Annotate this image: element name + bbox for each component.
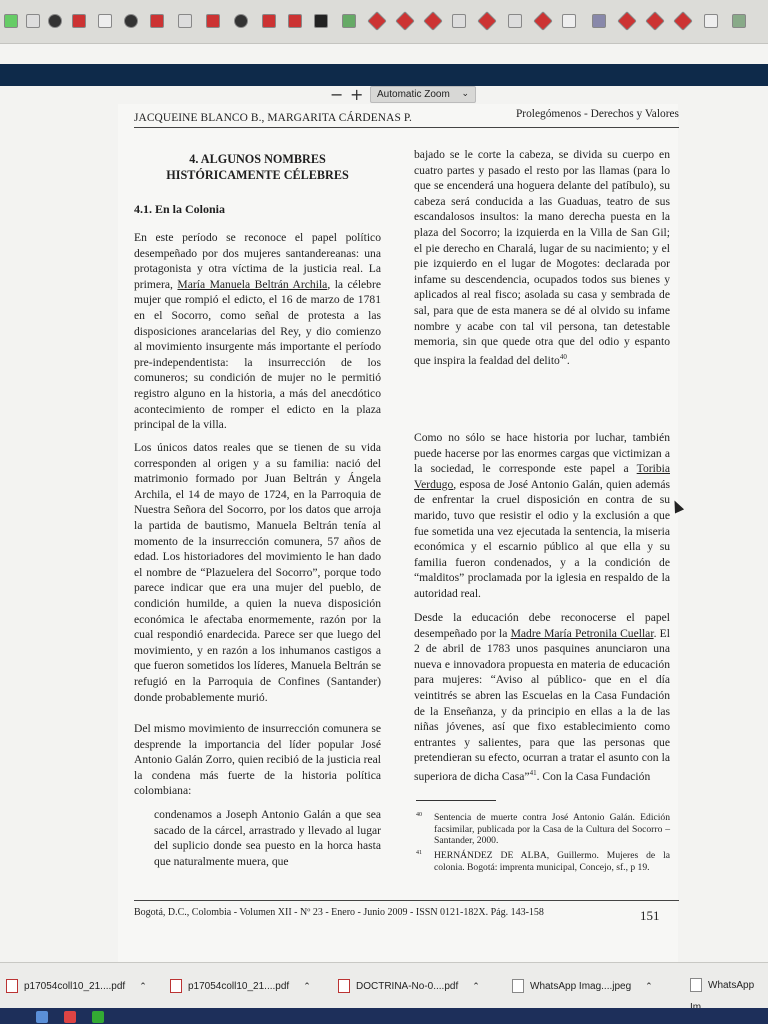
bookmark-icon[interactable] — [477, 11, 497, 31]
download-item[interactable] — [170, 975, 311, 997]
subsection-title: 4.1. En la Colonia — [134, 202, 226, 216]
paragraph-text: , la célebre mujer que rompió el edicto, el 16 de marzo de 1781 en el Socorro, como señal de protesta a las disposiciones arancelarias del Rey, y dio comienzo al movimiento insurgente más importante el período pre-independentista: la insurrección de los comuneros; su condición de mujer no le permitió registro alguno en la historia, a más del anecdótico acontecimiento de romper el edicto en la plaza principal de la villa. — [134, 277, 381, 432]
bookmark-icon[interactable] — [617, 11, 637, 31]
taskbar-app-icon[interactable] — [64, 1011, 76, 1023]
footnote-text: Sentencia de muerte contra José Antonio Galán. Edición facsimilar, publicada por la Casa de la Cultura del Socorro – Santander, 2000. — [434, 812, 670, 847]
download-filename: p17054coll10_21....pdf — [188, 981, 290, 992]
pdf-toolbar — [0, 86, 768, 104]
footnote-40 — [416, 812, 670, 847]
page-number: 151 — [640, 908, 660, 923]
pdf-file-icon — [170, 979, 182, 993]
downloads-bar — [0, 962, 768, 1008]
running-head-authors: JACQUEINE BLANCO B., MARGARITA CÁRDENAS P. — [134, 112, 412, 124]
bookmark-icon[interactable] — [4, 14, 18, 28]
underlined-name: Madre María Petronila Cuellar — [510, 626, 654, 640]
bookmark-icon[interactable] — [48, 14, 62, 28]
download-item[interactable] — [6, 975, 147, 997]
pdf-page — [118, 104, 678, 962]
bookmark-icon[interactable] — [178, 14, 192, 28]
download-item[interactable] — [338, 975, 480, 997]
section-title-line1: 4. ALGUNOS NOMBRES — [189, 152, 326, 166]
paragraph-petronila-cuellar — [414, 610, 670, 784]
block-quote: condenamos a Joseph Antonio Galán a que sea sacado de la cárcel, arrastrado y llevado al lugar del suplicio donde sea puesto en la horca hasta que naturalmente muera, que — [154, 808, 381, 868]
underlined-name: María Manuela Beltrán Archila — [177, 277, 328, 291]
footnote-rule — [416, 800, 496, 801]
section-title-line2: HISTÓRICAMENTE CÉLEBRES — [166, 167, 349, 182]
bookmark-icon[interactable] — [592, 14, 606, 28]
chevron-up-icon[interactable]: ⌃ — [645, 981, 653, 991]
bookmark-icon[interactable] — [395, 11, 415, 31]
bookmark-icon[interactable] — [150, 14, 164, 28]
paragraph-text: Como no sólo se hace historia por luchar, también puede hacerse por las enormes cargas que victimizan a la sociedad, le corresponde este papel a — [414, 431, 670, 476]
page-footer-text: Bogotá, D.C., Colombia - Volumen XII - Nº 23 - Enero - Junio 2009 - ISSN 0121-182X. Pág. 143-158 — [134, 907, 544, 918]
chevron-up-icon[interactable]: ⌃ — [303, 981, 311, 991]
bookmark-icon[interactable] — [206, 14, 220, 28]
download-filename: WhatsApp — [708, 980, 755, 991]
paragraph-toribia-verdugo — [414, 430, 670, 602]
taskbar — [0, 1008, 768, 1024]
taskbar-app-icon[interactable] — [92, 1011, 104, 1023]
paragraph-text: En este período se reconoce el papel político desempeñado por dos mujeres santandereanas: una protagonista y otra víctima de la justicia real. La primera, — [134, 231, 381, 291]
bookmark-icon[interactable] — [342, 14, 356, 28]
paragraph-galan: Del mismo movimiento de insurrección comunera se desprende la importancia del líder popular José Antonio Galán Zorro, quien recibió de la justicia real la condena más fuerte de la historia política colombiana: — [134, 722, 381, 798]
bookmark-icon[interactable] — [452, 14, 466, 28]
bookmark-icon[interactable] — [288, 14, 302, 28]
download-filename: DOCTRINA-No-0....pdf — [356, 981, 459, 992]
bookmark-icon[interactable] — [562, 14, 576, 28]
bookmark-icon[interactable] — [367, 11, 387, 31]
bookmark-icon[interactable] — [98, 14, 112, 28]
download-filename: p17054coll10_21....pdf — [24, 981, 126, 992]
zoom-select-label: Automatic Zoom — [377, 89, 450, 100]
paragraph-text: , esposa de José Antonio Galán, quien además de enfrentar la cruel disposición en contra de su marido, tuvo que resistir el odio y la exclusión a que fue sometida una vez ejecutada la sentencia, la miseria económica y el escarnio público al que ella y su familia fueron condenados, y a la condición de “malditos” proclamada por la iglesia en respaldo de la autoridad real. — [414, 477, 670, 600]
download-filename: WhatsApp Imag....jpeg — [530, 981, 632, 992]
paragraph-text: . El 2 de abril de 1783 unos pasquines anunciaron una nueva e innovadora propuesta en materia de educación para mujeres: “Aviso al público- que en el día veintitrés se abren las Escuelas en la Casa Fundación de la Enseñanza, y da principio en ellas a la de las niñas jóvenes, así que fixo establecimiento como entrantes y salientes, para que las personas que pretendieran su efecto, ocurran a tratar el asunto con la superiora de dicha Casa” — [414, 626, 670, 783]
chevron-down-icon: ⌄ — [461, 88, 469, 98]
browser-strip — [0, 44, 768, 64]
bookmark-icon[interactable] — [673, 11, 693, 31]
download-item[interactable] — [690, 975, 768, 997]
footnote-ref[interactable]: 40 — [559, 352, 567, 361]
paragraph-text: bajado se le corte la cabeza, se divida su cuerpo en cuatro partes y pasado el resto por las llamas (para lo que se encenderá una hoguera delante del patíbulo), su cabeza será conducida a las Guaduas, teatro de sus escandalosos insultos: la mano derecha puesta en la plaza del Socorro; la izquierda en la Villa de San Gil; el pie derecho en Charalá, lugar de su nacimiento; y el pie izquierdo en el lugar de Mogotes: declarada por infame su descendencia, ocupados todos sus bienes y aplicados al real fisco; asolada su casa y sembrada de sal, para que de esta manera se dé al olvido su infame nombre y acabe con tal vil persona, tan detestable memoria, sin que quede otra que del odio y espanto que inspira la fealdad del delito — [414, 148, 670, 367]
paragraph-sentence-quote: bajado se le corte la cabeza, se divida su cuerpo en cuatro partes y pasado el resto por las llamas (para lo que se encenderá una hoguera delante del patíbulo), su cabeza será conducida a las Guaduas, teatro de sus escandalosos insultos: la mano derecha puesta en la plaza del Socorro; la izquierda en la Villa de San Gil; el pie derecho en Charalá, lugar de su nacimiento; y el pie izquierdo en el lugar de Mogotes: declarada por infame su descendencia, ocupados todos sus bienes y aplicados al real fisco; asolada su casa y sembrada de sal, para que de esta manera se dé al olvido su infame nombre y acabe con tal vil persona, tan detestable memoria, sin que quede otra que del odio y espanto que inspira la fealdad del delito$^{40}$. — [414, 148, 670, 367]
bookmark-icon[interactable] — [533, 11, 553, 31]
bookmark-icon[interactable] — [26, 14, 40, 28]
bookmark-icon[interactable] — [72, 14, 86, 28]
download-item[interactable] — [512, 975, 653, 997]
footnote-41 — [416, 850, 670, 873]
bookmark-icon[interactable] — [124, 14, 138, 28]
zoom-out-button[interactable]: − — [330, 86, 344, 104]
bookmark-icon[interactable] — [732, 14, 746, 28]
bookmark-icon[interactable] — [508, 14, 522, 28]
footnote-number: 40 — [416, 812, 422, 818]
bookmark-icon[interactable] — [262, 14, 276, 28]
running-head-journal: Prolegómenos - Derechos y Valores — [515, 108, 679, 120]
paragraph-biography: Los únicos datos reales que se tienen de su vida corresponden al origen y a su familia: nació del matrimonio formado por Juan Beltrán y Ángela Archila, el 14 de mayo de 1724, en la Parroquia de Nuestra Señora del Socorro, por los datos que arroja la partida de bautismo, Manuela Beltrán tenía al momento de la insurrección comunera, 57 años de edad. Los historiadores del movimiento le han dado el nombre de “Plazuelera del Socorro”, porque todo parece indicar que era una mujer del pueblo, de condición humilde, a quien la nueva disposición económica le afectaba enormemente, razón por la cual respondió enardecida. Parece ser que luego del movimiento, y en razón a los inhumanos castigos a que fueron sometidos los líderes, Manuela Beltrán se refugió en la Parroquia de Confines (Santander) donde probablemente murió. — [134, 441, 381, 704]
paragraph-text: . Con la Casa Fundación — [536, 769, 651, 783]
footnote-number: 41 — [416, 850, 422, 856]
footnote-ref[interactable]: 41 — [529, 768, 537, 777]
zoom-select[interactable] — [370, 86, 476, 103]
bookmarks-bar — [0, 0, 768, 44]
zoom-in-button[interactable]: + — [350, 86, 364, 104]
bookmark-icon[interactable] — [314, 14, 328, 28]
pdf-viewer[interactable] — [0, 86, 768, 962]
bookmark-icon[interactable] — [423, 11, 443, 31]
footer-rule — [134, 900, 679, 901]
paragraph-manuela-beltran — [134, 230, 381, 433]
footnote-text: HERNÁNDEZ DE ALBA, Guillermo. Mujeres de la colonia. Bogotá: imprenta municipal, Concejo, sf., p 19. — [434, 850, 670, 873]
bookmark-icon[interactable] — [704, 14, 718, 28]
chevron-up-icon[interactable]: ⌃ — [472, 981, 480, 991]
running-head — [134, 108, 679, 128]
bookmark-icon[interactable] — [645, 11, 665, 31]
image-file-icon — [690, 978, 702, 992]
taskbar-app-icon[interactable] — [36, 1011, 48, 1023]
image-file-icon — [512, 979, 524, 993]
pdf-file-icon — [6, 979, 18, 993]
bookmark-icon[interactable] — [234, 14, 248, 28]
chevron-up-icon[interactable]: ⌃ — [139, 981, 147, 991]
pdf-file-icon — [338, 979, 350, 993]
viewer-header-band — [0, 64, 768, 86]
paragraph-text: Desde la educación debe reconocerse el papel desempeñado por la — [414, 611, 670, 640]
section-title — [134, 152, 381, 183]
underlined-name: Toribia Verdugo — [414, 462, 670, 491]
